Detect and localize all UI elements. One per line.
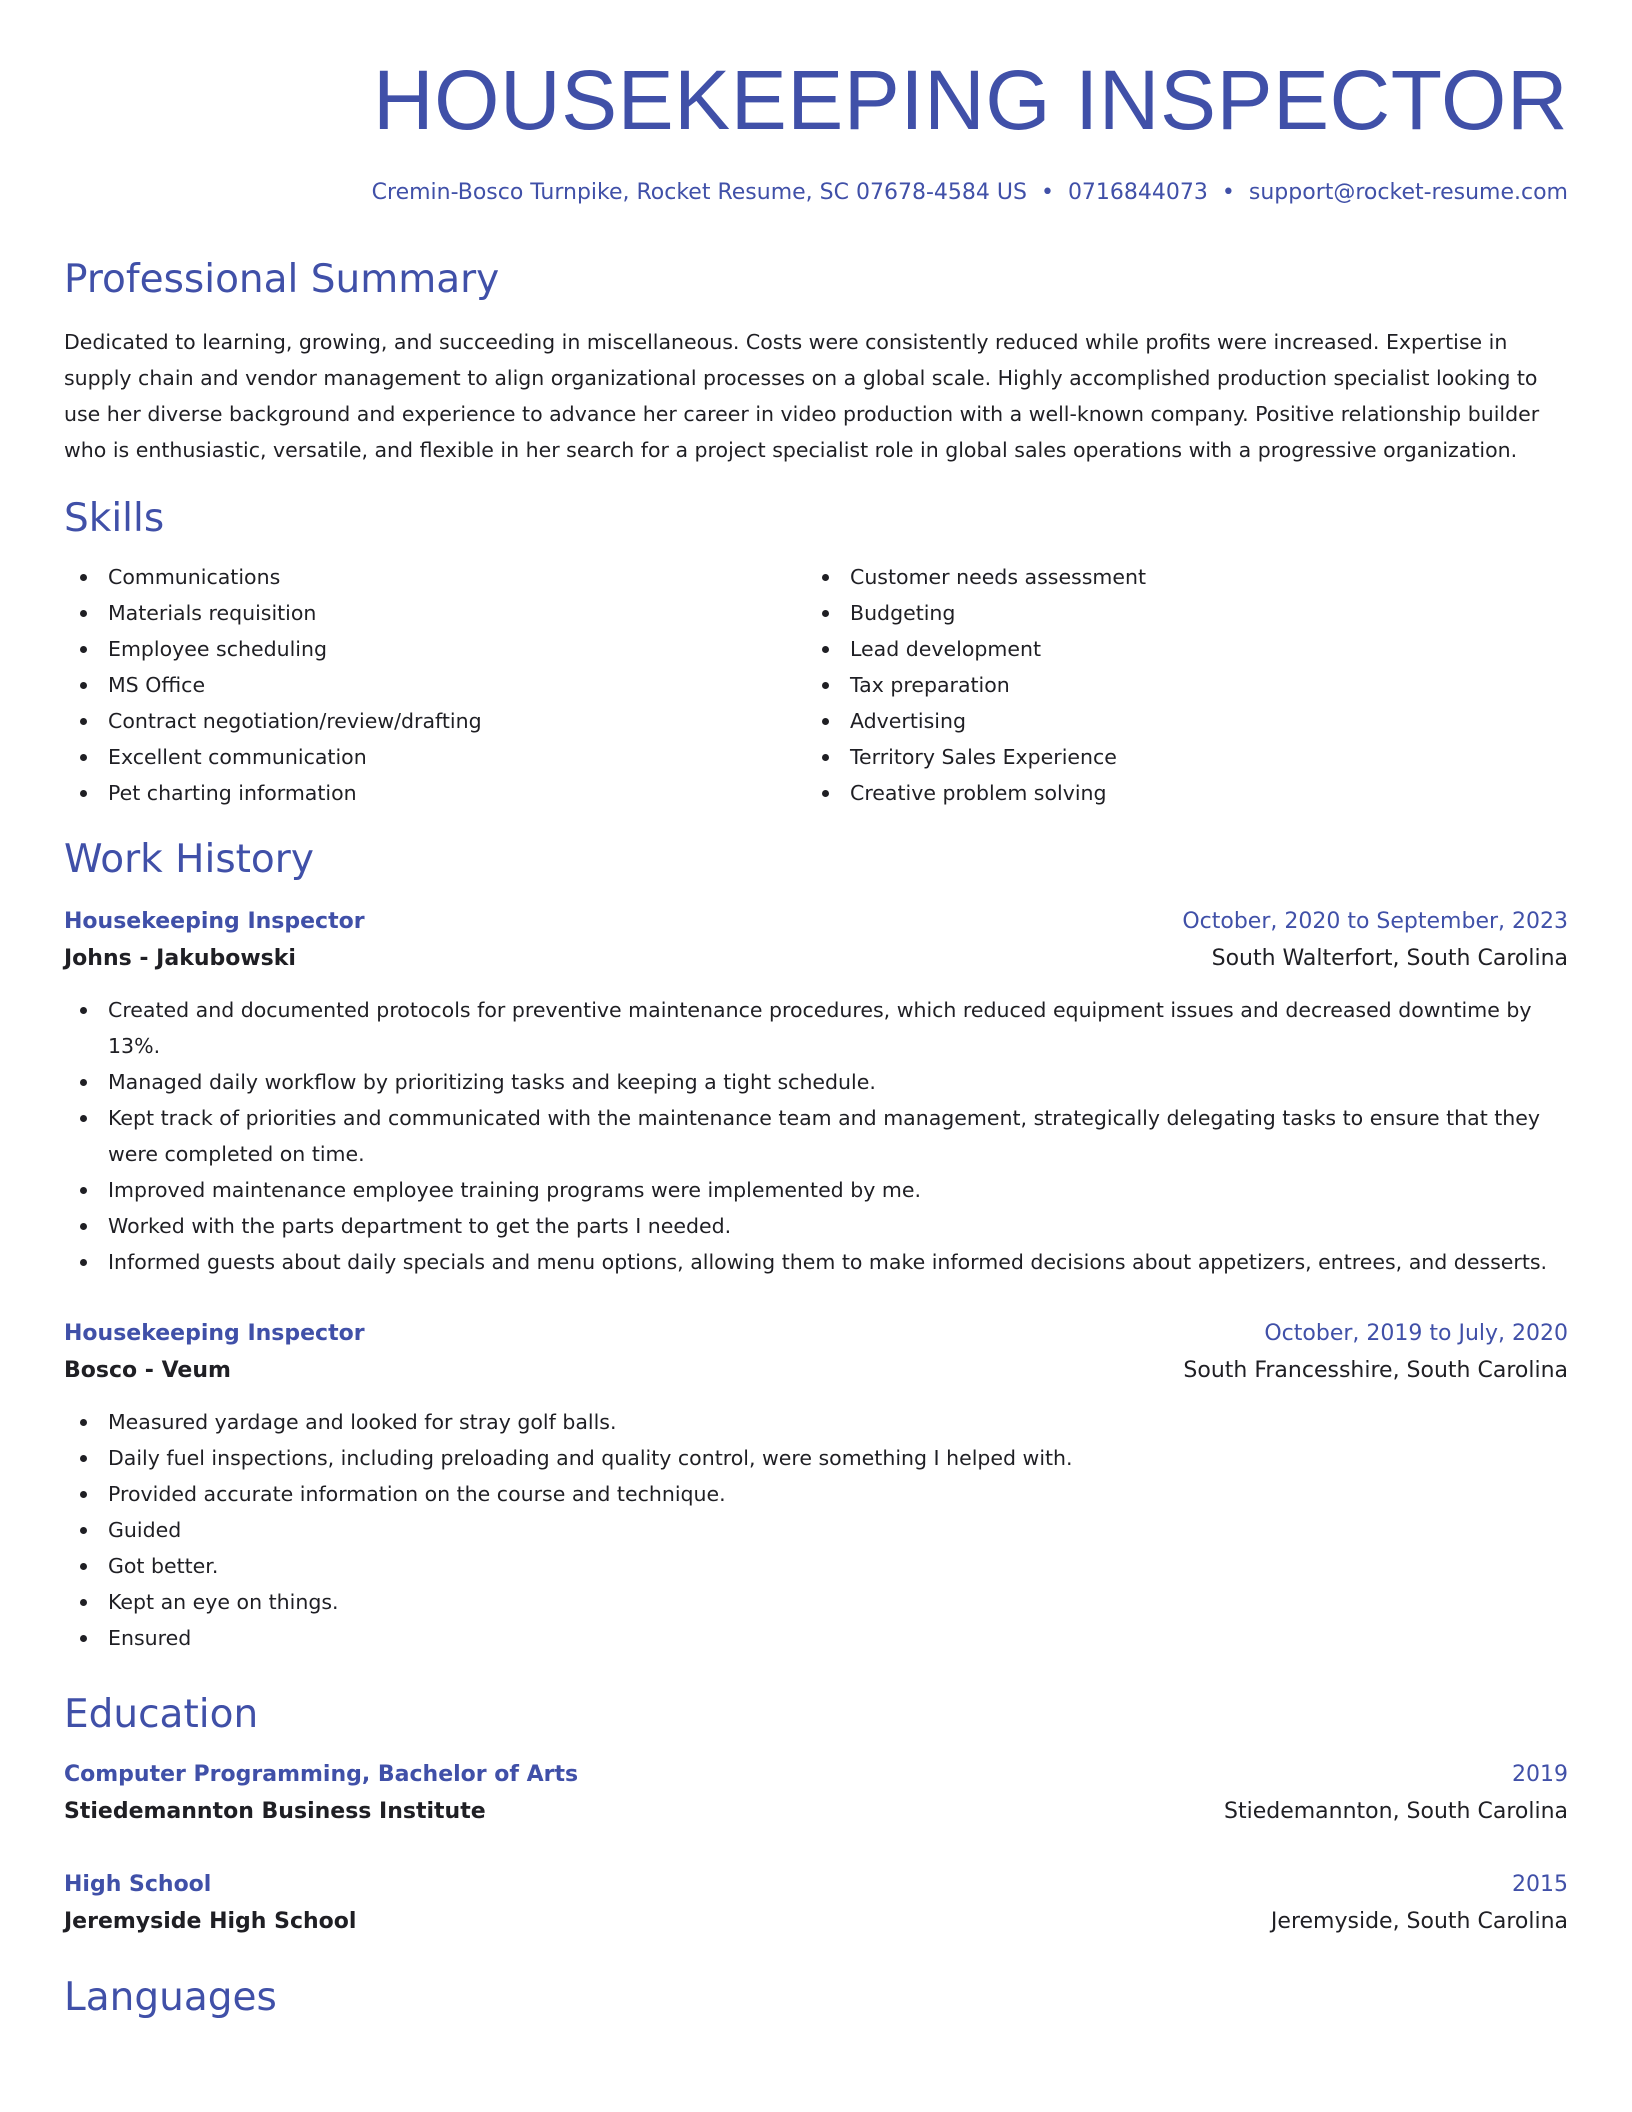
education-header-row (64, 1757, 1568, 1793)
skills-column-right (806, 559, 1548, 811)
skills-column-left (64, 559, 806, 811)
skill-item: Employee scheduling (64, 631, 806, 667)
skill-item: Advertising (806, 703, 1548, 739)
education-header-row (64, 1867, 1568, 1903)
education-year: 2019 (1512, 1761, 1568, 1787)
skill-item: Budgeting (806, 595, 1548, 631)
job-entry (64, 904, 1568, 1280)
skill-item: Lead development (806, 631, 1548, 667)
skills-columns (64, 559, 1568, 811)
section-title-education: Education (64, 1691, 259, 1737)
job-bullet: Improved maintenance employee training programs were implemented by me. (64, 1172, 1568, 1208)
skill-item: Customer needs assessment (806, 559, 1548, 595)
skill-item: Excellent communication (64, 739, 806, 775)
contact-address: Cremin-Bosco Turnpike, Rocket Resume, SC 07678-4584 US (371, 179, 1027, 205)
job-location: South Francesshire, South Carolina (1183, 1357, 1568, 1383)
skill-item: Materials requisition (64, 595, 806, 631)
skills-section (64, 496, 1568, 811)
languages-section (64, 1975, 1568, 2022)
job-header-row (64, 1316, 1568, 1352)
job-bullet: Kept track of priorities and communicated with the maintenance team and management, strategically delegating tasks to ensure that they were completed on time. (64, 1100, 1568, 1172)
job-bullet: Kept an eye on things. (64, 1584, 1568, 1620)
contact-separator: • (1221, 179, 1235, 205)
skill-item: Communications (64, 559, 806, 595)
education-degree: Computer Programming, Bachelor of Arts (64, 1761, 579, 1787)
education-school: Jeremyside High School (64, 1908, 357, 1934)
job-dates: October, 2019 to July, 2020 (1264, 1320, 1568, 1346)
education-location: Stiedemannton, South Carolina (1224, 1798, 1568, 1824)
education-school: Stiedemannton Business Institute (64, 1798, 486, 1824)
education-location: Jeremyside, South Carolina (1270, 1908, 1568, 1934)
job-bullet: Measured yardage and looked for stray golf balls. (64, 1404, 1568, 1440)
section-title-summary: Professional Summary (64, 257, 500, 303)
candidate-title: HOUSEKEEPING INSPECTOR (372, 53, 1568, 147)
job-bullet: Created and documented protocols for preventive maintenance procedures, which reduced equipment issues and decreased downtime by 13%. (64, 992, 1568, 1064)
skill-item: Tax preparation (806, 667, 1548, 703)
job-bullet: Guided (64, 1512, 1568, 1548)
contact-separator: • (1040, 179, 1054, 205)
education-degree: High School (64, 1871, 212, 1897)
skill-item: MS Office (64, 667, 806, 703)
skill-item: Creative problem solving (806, 775, 1548, 811)
section-title-languages: Languages (64, 1974, 277, 2020)
job-bullets (64, 992, 1568, 1280)
job-bullet: Managed daily workflow by prioritizing tasks and keeping a tight schedule. (64, 1064, 1568, 1100)
job-bullet: Worked with the parts department to get the parts I needed. (64, 1208, 1568, 1244)
education-entry (64, 1867, 1568, 1941)
contact-line (64, 179, 1568, 208)
contact-email[interactable]: support@rocket-resume.com (1248, 179, 1568, 205)
skill-item: Contract negotiation/review/drafting (64, 703, 806, 739)
section-title-skills: Skills (64, 496, 165, 542)
job-bullet: Got better. (64, 1548, 1568, 1584)
job-bullet: Informed guests about daily specials and menu options, allowing them to make informed decisions about appetizers, entrees, and desserts. (64, 1244, 1568, 1280)
job-header-row (64, 904, 1568, 940)
skill-item: Pet charting information (64, 775, 806, 811)
education-school-row (64, 1793, 1568, 1831)
job-role: Housekeeping Inspector (64, 1320, 365, 1346)
work-history-section (64, 837, 1568, 1656)
job-company: Johns - Jakubowski (64, 945, 296, 971)
job-company: Bosco - Veum (64, 1357, 231, 1383)
job-bullets (64, 1404, 1568, 1656)
job-company-row (64, 1352, 1568, 1390)
section-title-work-history: Work History (64, 836, 314, 882)
job-bullet: Daily fuel inspections, including preloading and quality control, were something I helped with. (64, 1440, 1568, 1476)
job-dates: October, 2020 to September, 2023 (1182, 908, 1568, 934)
job-company-row (64, 940, 1568, 978)
job-bullet: Provided accurate information on the course and technique. (64, 1476, 1568, 1512)
job-role: Housekeeping Inspector (64, 908, 365, 934)
education-school-row (64, 1903, 1568, 1941)
skill-item: Territory Sales Experience (806, 739, 1548, 775)
job-location: South Walterfort, South Carolina (1211, 945, 1568, 971)
contact-phone[interactable]: 0716844073 (1067, 179, 1208, 205)
education-year: 2015 (1512, 1871, 1568, 1897)
education-entry (64, 1757, 1568, 1831)
job-entry (64, 1316, 1568, 1656)
summary-text: Dedicated to learning, growing, and succeeding in miscellaneous. Costs were consistently reduced while profits were increased. Expertise in supply chain and vendor management to align organizational processes on a global scale. Highly accomplished production specialist looking to use her diverse background and experience to advance her career in video production with a well-known company. Positive relationship builder who is enthusiastic, versatile, and flexible in her search for a project specialist role in global sales operations with a progressive organization. (64, 330, 1540, 463)
resume-header (64, 0, 1568, 207)
summary-section (64, 257, 1568, 468)
education-section (64, 1692, 1568, 1941)
job-bullet: Ensured (64, 1620, 1568, 1656)
